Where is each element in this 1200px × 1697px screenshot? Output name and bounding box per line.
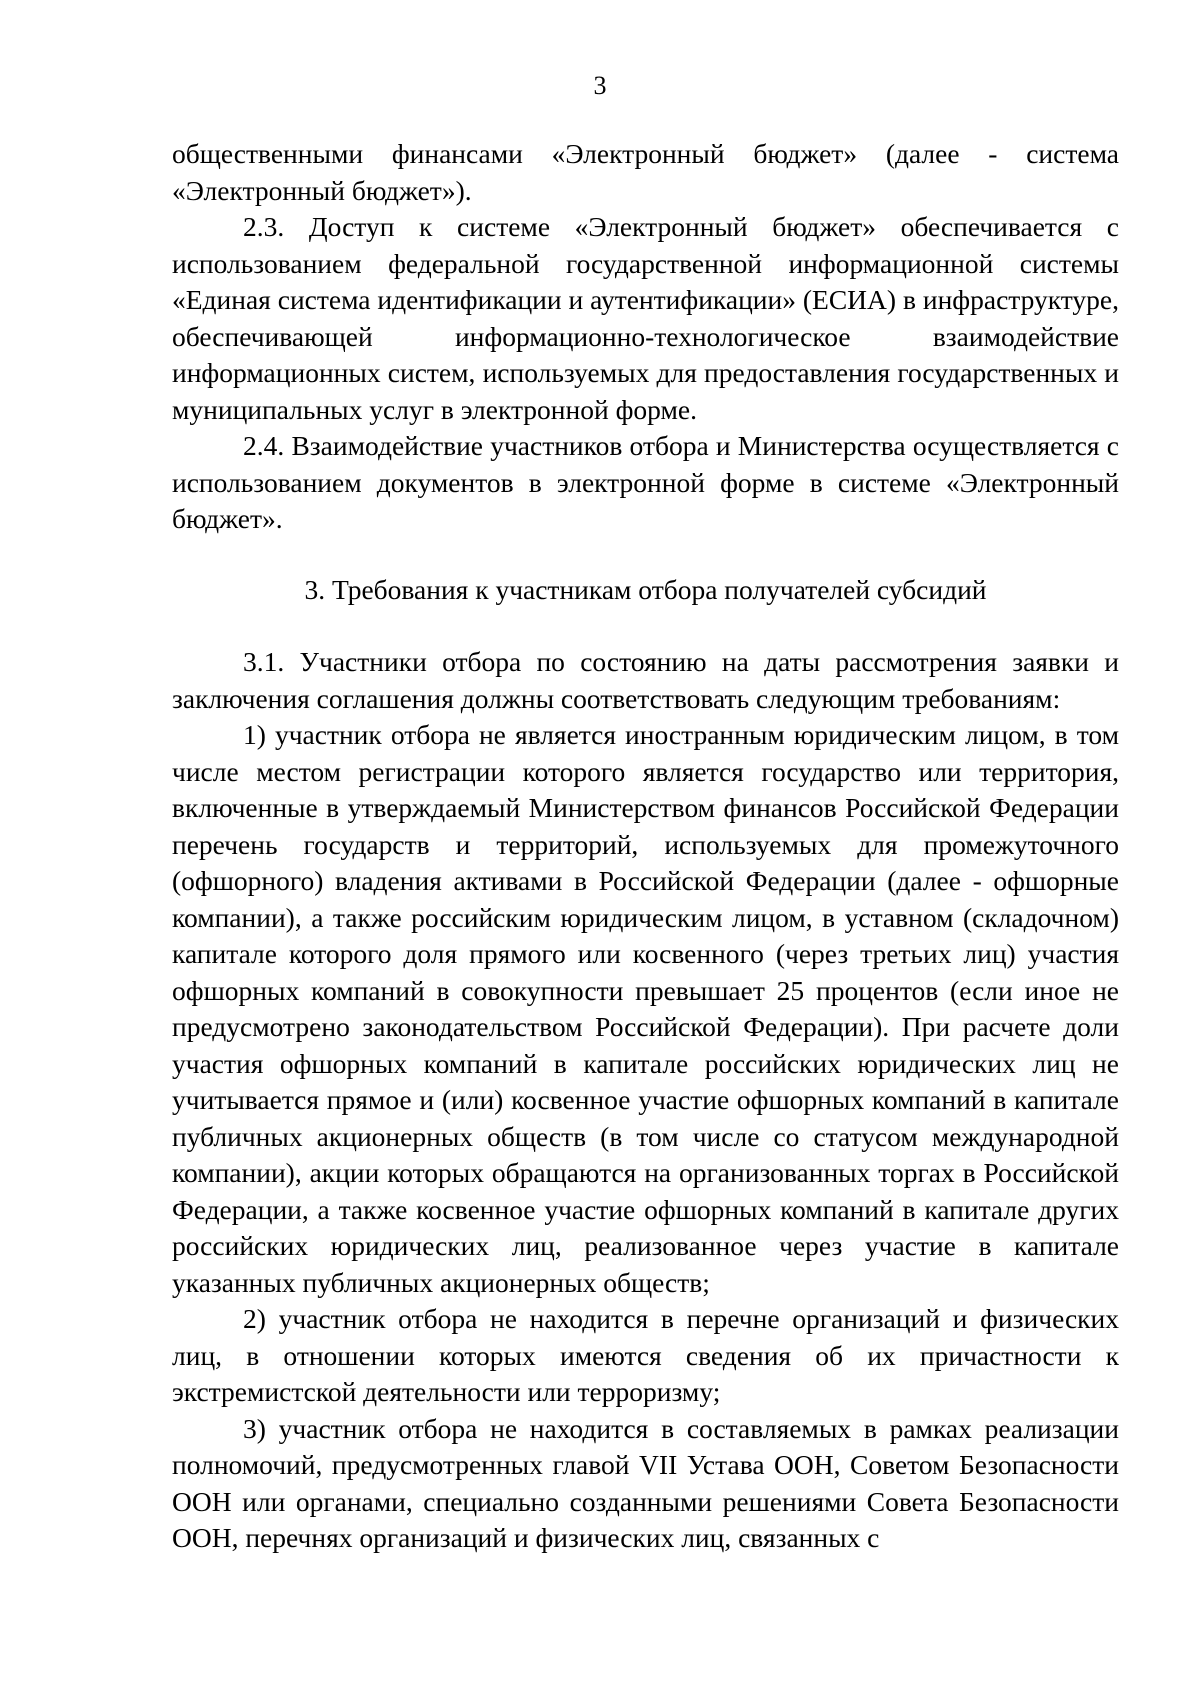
paragraph-continuation: общественными финансами «Электронный бюджет» (далее - система «Электронный бюджет»). xyxy=(172,138,1119,206)
list-item-1: 1) участник отбора не является иностранным юридическим лицом, в том числе местом регистрации которого является государство или территория, включенные в утверждаемый Министерством финансов Российской Федерации перечень государств и территорий, используемых для промежуточного (офшорного) владения активами в Российской Федерации (далее - офшорные компании), а также российским юридическим лицом, в уставном (складочном) капитале которого доля прямого или косвенного (через третьих лиц) участия офшорных компаний в совокупности превышает 25 процентов (если иное не предусмотрено законодательством Российской Федерации). При расчете доли участия офшорных компаний в капитале российских юридических лиц не учитывается прямое и (или) косвенное участие офшорных компаний в капитале публичных акционерных обществ (в том числе со статусом международной компании), акции которых обращаются на организованных торгах в Российской Федерации, а также косвенное участие офшорных компаний в капитале других российских юридических лиц, реализованное через участие в капитале указанных публичных акционерных обществ; xyxy=(172,719,1119,1298)
paragraph-2-3: 2.3. Доступ к системе «Электронный бюджет» обеспечивается с использованием федеральной государственной информационной системы «Единая система идентификации и аутентификации» (ЕСИА) в инфраструктуре, обеспечивающей информационно-технологическое взаимодействие информационных систем, используемых для предоставления государственных и муниципальных услуг в электронной форме. xyxy=(172,211,1119,425)
paragraph-2-4: 2.4. Взаимодействие участников отбора и Министерства осуществляется с использованием документов в электронной форме в системе «Электронный бюджет». xyxy=(172,430,1119,534)
section-heading: 3. Требования к участникам отбора получателей субсидий xyxy=(304,573,987,605)
document-body xyxy=(172,136,1119,1557)
paragraph-3-1: 3.1. Участники отбора по состоянию на даты рассмотрения заявки и заключения соглашения должны соответствовать следующим требованиям: xyxy=(172,646,1119,714)
list-item-2: 2) участник отбора не находится в перечне организаций и физических лиц, в отношении которых имеются сведения об их причастности к экстремистской деятельности или терроризму; xyxy=(172,1303,1119,1407)
list-item-3: 3) участник отбора не находится в составляемых в рамках реализации полномочий, предусмотренных главой VII Устава ООН, Советом Безопасности ООН или органами, специально созданными решениями Совета Безопасности ООН, перечнях организаций и физических лиц, связанных с xyxy=(172,1412,1119,1553)
page-number: 3 xyxy=(593,71,607,100)
